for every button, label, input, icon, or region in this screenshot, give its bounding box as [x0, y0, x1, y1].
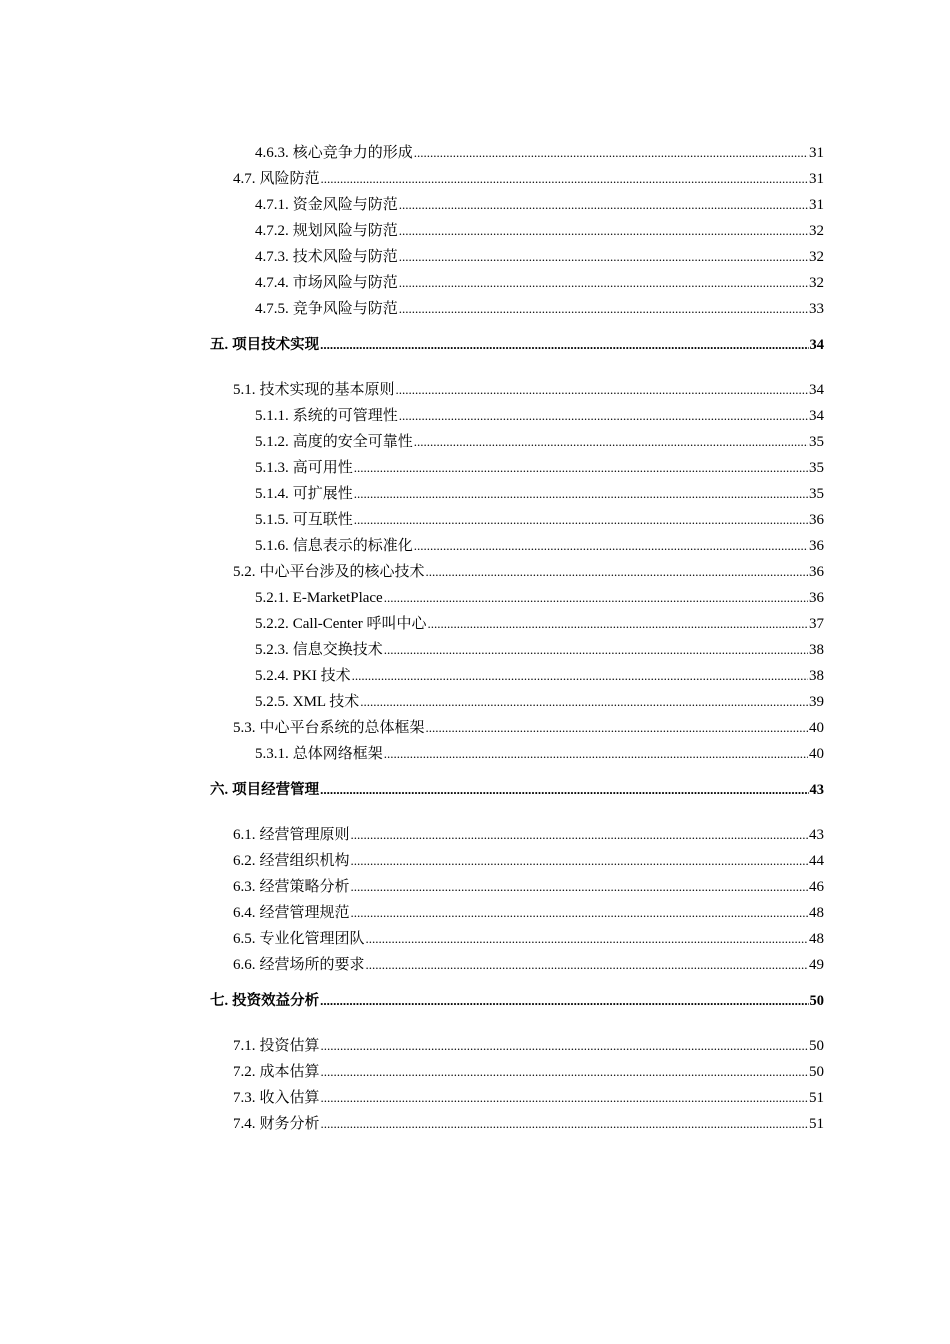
toc-entry[interactable] — [210, 244, 824, 270]
toc-entry-number: 6.3. — [233, 879, 256, 895]
toc-entry[interactable] — [210, 1111, 824, 1137]
toc-entry[interactable] — [210, 166, 824, 192]
toc-entry-page-number: 49 — [809, 957, 824, 973]
dot-leader — [321, 1111, 808, 1137]
toc-entry[interactable] — [210, 926, 824, 952]
toc-entry-page-number: 31 — [809, 171, 824, 187]
toc-entry-page-number: 50 — [809, 993, 824, 1009]
dot-leader — [351, 874, 808, 900]
toc-entry-number: 7.4. — [233, 1116, 256, 1132]
toc-entry-title: 可扩展性 — [292, 486, 353, 502]
toc-entry-title: 信息表示的标准化 — [292, 538, 413, 554]
dot-leader — [321, 1085, 808, 1111]
toc-entry[interactable] — [210, 848, 824, 874]
dot-leader — [354, 507, 808, 533]
toc-entry-title: E-MarketPlace — [292, 590, 383, 606]
toc-entry-title: 风险防范 — [259, 171, 320, 187]
toc-entry[interactable] — [210, 741, 824, 767]
toc-entry-page-number: 43 — [809, 827, 824, 843]
toc-entry[interactable] — [210, 559, 824, 585]
dot-leader — [321, 166, 808, 192]
toc-entry[interactable] — [210, 1033, 824, 1059]
toc-entry[interactable] — [210, 507, 824, 533]
dot-leader — [360, 689, 808, 715]
dot-leader — [384, 585, 808, 611]
toc-entry-title: 系统的可管理性 — [292, 408, 398, 424]
toc-entry-title: 经营组织机构 — [259, 853, 350, 869]
toc-entry-page-number: 36 — [809, 512, 824, 528]
toc-entry-number: 五. — [210, 337, 229, 353]
dot-leader — [351, 822, 808, 848]
toc-entry-title: 信息交换技术 — [292, 642, 383, 658]
toc-entry-number: 六. — [210, 782, 229, 798]
toc-entry-number: 5.1.1. — [255, 408, 289, 424]
toc-entry-page-number: 48 — [809, 905, 824, 921]
toc-entry[interactable] — [210, 218, 824, 244]
dot-leader — [384, 637, 808, 663]
toc-entry-title: 规划风险与防范 — [292, 223, 398, 239]
toc-entry-title: 专业化管理团队 — [259, 931, 365, 947]
toc-chapter-entry[interactable] — [210, 332, 824, 358]
dot-leader — [351, 848, 808, 874]
dot-leader — [366, 952, 808, 978]
toc-entry-page-number: 34 — [809, 408, 824, 424]
toc-entry-title: 财务分析 — [259, 1116, 320, 1132]
toc-entry[interactable] — [210, 585, 824, 611]
toc-entry-page-number: 37 — [809, 616, 824, 632]
toc-entry-page-number: 36 — [809, 590, 824, 606]
toc-entry-number: 4.7.1. — [255, 197, 289, 213]
toc-entry[interactable] — [210, 715, 824, 741]
toc-entry-page-number: 38 — [809, 642, 824, 658]
toc-entry-number: 5.2.1. — [255, 590, 289, 606]
toc-entry-page-number: 31 — [809, 197, 824, 213]
toc-entry-page-number: 32 — [809, 223, 824, 239]
toc-entry-number: 4.7.2. — [255, 223, 289, 239]
dot-leader — [354, 455, 808, 481]
toc-entry-page-number: 44 — [809, 853, 824, 869]
toc-entry-number: 4.7.4. — [255, 275, 289, 291]
toc-entry-title: 经营策略分析 — [259, 879, 350, 895]
toc-entry-number: 5.2.5. — [255, 694, 289, 710]
dot-leader — [414, 140, 808, 166]
toc-entry[interactable] — [210, 874, 824, 900]
toc-entry-number: 5.1.4. — [255, 486, 289, 502]
toc-entry-number: 5.1.2. — [255, 434, 289, 450]
toc-entry-title: 技术实现的基本原则 — [259, 382, 395, 398]
toc-entry[interactable] — [210, 663, 824, 689]
toc-entry-title: 项目经营管理 — [232, 782, 320, 798]
toc-entry-number: 5.3. — [233, 720, 256, 736]
toc-entry-title: 成本估算 — [259, 1064, 320, 1080]
dot-leader — [321, 1059, 808, 1085]
dot-leader — [426, 559, 808, 585]
dot-leader — [352, 663, 808, 689]
dot-leader — [320, 988, 808, 1014]
toc-entry[interactable] — [210, 403, 824, 429]
dot-leader — [399, 218, 808, 244]
toc-entry-page-number: 32 — [809, 275, 824, 291]
toc-entry-number: 5.1.3. — [255, 460, 289, 476]
toc-entry-page-number: 40 — [809, 746, 824, 762]
toc-entry-title: 高度的安全可靠性 — [292, 434, 413, 450]
toc-entry-title: 中心平台系统的总体框架 — [259, 720, 425, 736]
toc-entry-number: 6.6. — [233, 957, 256, 973]
toc-entry[interactable] — [210, 822, 824, 848]
toc-entry-page-number: 43 — [809, 782, 824, 798]
toc-entry-number: 7.1. — [233, 1038, 256, 1054]
toc-entry-page-number: 35 — [809, 434, 824, 450]
toc-entry-title: 经营管理规范 — [259, 905, 350, 921]
toc-entry-title: 投资估算 — [259, 1038, 320, 1054]
toc-entry-number: 5.1. — [233, 382, 256, 398]
toc-entry[interactable] — [210, 377, 824, 403]
toc-entry[interactable] — [210, 533, 824, 559]
toc-entry-page-number: 34 — [809, 337, 824, 353]
toc-entry-number: 4.7.3. — [255, 249, 289, 265]
dot-leader — [384, 741, 808, 767]
toc-entry[interactable] — [210, 611, 824, 637]
toc-entry[interactable] — [210, 689, 824, 715]
toc-entry-number: 7.2. — [233, 1064, 256, 1080]
toc-entry-number: 6.4. — [233, 905, 256, 921]
toc-entry-title: 项目技术实现 — [232, 337, 320, 353]
toc-entry-title: 经营管理原则 — [259, 827, 350, 843]
toc-entry-page-number: 50 — [809, 1038, 824, 1054]
toc-entry-title: 高可用性 — [292, 460, 353, 476]
toc-entry-page-number: 34 — [809, 382, 824, 398]
toc-entry-title: 中心平台涉及的核心技术 — [259, 564, 425, 580]
toc-entry-page-number: 46 — [809, 879, 824, 895]
toc-chapter-entry[interactable] — [210, 988, 824, 1014]
dot-leader — [354, 481, 808, 507]
toc-entry-title: 可互联性 — [292, 512, 353, 528]
toc-entry-title: XML 技术 — [292, 694, 360, 710]
toc-entry-page-number: 50 — [809, 1064, 824, 1080]
toc-entry[interactable] — [210, 429, 824, 455]
toc-entry-page-number: 38 — [809, 668, 824, 684]
dot-leader — [366, 926, 808, 952]
dot-leader — [414, 533, 808, 559]
toc-entry-number: 5.1.6. — [255, 538, 289, 554]
dot-leader — [399, 296, 808, 322]
dot-leader — [426, 715, 808, 741]
toc-entry-number: 6.2. — [233, 853, 256, 869]
toc-entry-number: 5.2.2. — [255, 616, 289, 632]
table-of-contents — [210, 140, 824, 1137]
dot-leader — [399, 403, 808, 429]
toc-entry-title: 经营场所的要求 — [259, 957, 365, 973]
toc-entry-page-number: 35 — [809, 486, 824, 502]
dot-leader — [321, 1033, 808, 1059]
toc-entry-title: 市场风险与防范 — [292, 275, 398, 291]
toc-entry[interactable] — [210, 481, 824, 507]
toc-entry-title: 竞争风险与防范 — [292, 301, 398, 317]
dot-leader — [320, 332, 808, 358]
toc-entry-number: 5.3.1. — [255, 746, 289, 762]
toc-entry-number: 4.7. — [233, 171, 256, 187]
toc-entry-page-number: 36 — [809, 564, 824, 580]
toc-entry[interactable] — [210, 1059, 824, 1085]
toc-entry[interactable] — [210, 140, 824, 166]
toc-entry-page-number: 51 — [809, 1090, 824, 1106]
toc-entry-title: 核心竞争力的形成 — [292, 145, 413, 161]
toc-entry-number: 5.2.4. — [255, 668, 289, 684]
toc-entry[interactable] — [210, 637, 824, 663]
toc-entry-title: PKI 技术 — [292, 668, 351, 684]
toc-chapter-entry[interactable] — [210, 777, 824, 803]
toc-entry-page-number: 36 — [809, 538, 824, 554]
toc-entry-title: 投资效益分析 — [232, 993, 320, 1009]
toc-entry-page-number: 32 — [809, 249, 824, 265]
toc-entry-title: 总体网络框架 — [292, 746, 383, 762]
toc-entry-number: 5.2.3. — [255, 642, 289, 658]
dot-leader — [414, 429, 808, 455]
toc-entry[interactable] — [210, 192, 824, 218]
toc-entry-page-number: 33 — [809, 301, 824, 317]
toc-entry-page-number: 39 — [809, 694, 824, 710]
toc-entry-number: 5.1.5. — [255, 512, 289, 528]
dot-leader — [399, 192, 808, 218]
toc-entry[interactable] — [210, 455, 824, 481]
toc-entry[interactable] — [210, 296, 824, 322]
dot-leader — [399, 244, 808, 270]
toc-entry-title: Call-Center 呼叫中心 — [292, 616, 427, 632]
dot-leader — [351, 900, 808, 926]
toc-entry-page-number: 48 — [809, 931, 824, 947]
toc-entry-number: 6.1. — [233, 827, 256, 843]
toc-entry[interactable] — [210, 900, 824, 926]
dot-leader — [396, 377, 808, 403]
toc-entry[interactable] — [210, 270, 824, 296]
toc-entry-title: 收入估算 — [259, 1090, 320, 1106]
toc-entry-number: 6.5. — [233, 931, 256, 947]
dot-leader — [399, 270, 808, 296]
toc-entry-page-number: 51 — [809, 1116, 824, 1132]
toc-entry-number: 4.7.5. — [255, 301, 289, 317]
toc-entry-page-number: 31 — [809, 145, 824, 161]
toc-entry-page-number: 35 — [809, 460, 824, 476]
toc-entry-page-number: 40 — [809, 720, 824, 736]
toc-entry-number: 7.3. — [233, 1090, 256, 1106]
dot-leader — [320, 777, 808, 803]
toc-entry-number: 4.6.3. — [255, 145, 289, 161]
toc-entry[interactable] — [210, 1085, 824, 1111]
toc-entry[interactable] — [210, 952, 824, 978]
toc-entry-title: 资金风险与防范 — [292, 197, 398, 213]
toc-entry-title: 技术风险与防范 — [292, 249, 398, 265]
toc-entry-number: 5.2. — [233, 564, 256, 580]
toc-entry-number: 七. — [210, 993, 229, 1009]
dot-leader — [427, 611, 808, 637]
